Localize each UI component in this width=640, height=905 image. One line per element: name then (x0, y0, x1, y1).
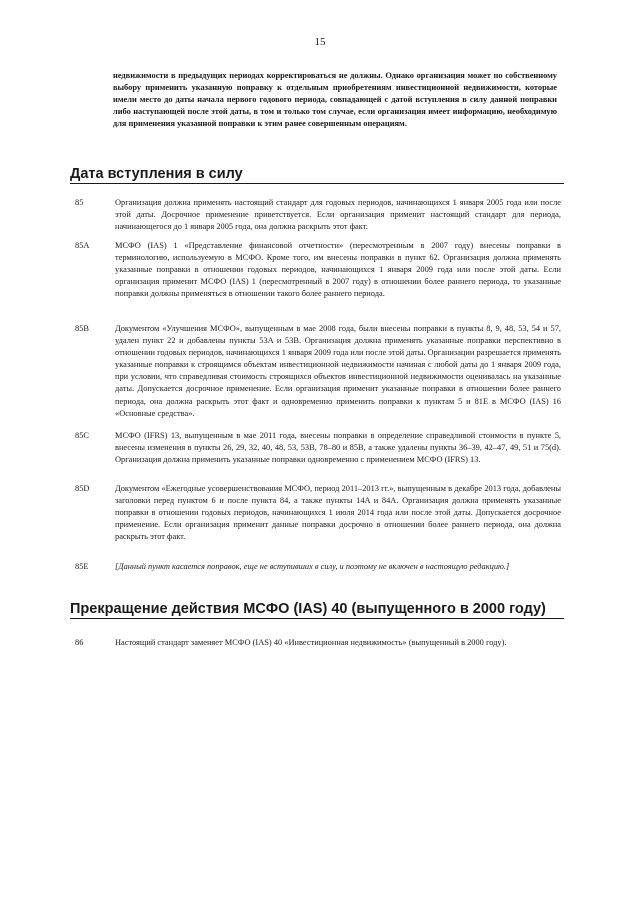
paragraph-text: МСФО (IFRS) 13, выпущенным в мае 2011 года, внесены поправки в определение справедливой стоимости в пункте 5, внесены изменения в пункты 26, 29, 32, 40, 48, 53, 53B, 78–80 и 85B, а также удалены пункты 36–39, 42–47, 49, 51 и 75(d). Организация должна применить указанные поправки одновременно с применением МСФО (IFRS) 13. (115, 431, 561, 465)
paragraph-text: Настоящий стандарт заменяет МСФО (IAS) 40 «Инвестиционная недвижимость» (выпущенный в 2000 году). (115, 638, 507, 647)
paragraph-text: Организация должна применять настоящий стандарт для годовых периодов, начинающихся 1 января 2005 года или после этой даты. Досрочное применение приветствуется. Если организация применит настоящий стандарт для периода, начинающегося до 1 января 2005 года, она должна раскрыть этот факт. (115, 198, 561, 232)
section-heading-withdrawal: Прекращение действия МСФО (IAS) 40 (выпущенного в 2000 году) (70, 601, 564, 619)
paragraph-85e (75, 561, 561, 573)
paragraph-85c (75, 430, 561, 466)
paragraph-85 (75, 197, 561, 233)
paragraph-number: 85A (75, 241, 90, 250)
section-heading-effective-date: Дата вступления в силу (70, 166, 564, 184)
paragraph-number: 85E (75, 562, 89, 571)
paragraph-number: 85D (75, 484, 90, 493)
paragraph-86 (75, 637, 561, 649)
paragraph-text: Документом «Улучшения МСФО», выпущенным в мае 2008 года, были внесены поправки в пункты 8, 9, 48, 53, 54 и 57, удален пункт 22 и добавлены пункты 53A и 53B. Организация должна применять указанные поправки перспективно в отношении годовых периодов, начинающихся 1 января 2009 года или после этой даты. Организации разрешается применять указанные поправки к строящимся объектам инвестиционной недвижимости начиная с любой даты до 1 января 2009 года, при условии, что справедливая стоимость строящихся объектов инвестиционной недвижимости оценивалась на указанные даты. Допускается досрочное применение. Если организация применит указанные поправки в отношении более раннего периода, она должна раскрыть этот факт и одновременно применить поправки к пунктам 5 и 81E в МСФО (IAS) 16 «Основные средства». (115, 324, 561, 418)
paragraph-number: 85 (75, 198, 84, 207)
paragraph-text: [Данный пункт касается поправок, еще не вступивших в силу, и поэтому не включен в настоящую редакцию.] (115, 562, 510, 571)
paragraph-text: МСФО (IAS) 1 «Представление финансовой отчетности» (пересмотренным в 2007 году) внесены поправки в терминологию, используемую в МСФО. Кроме того, им внесены поправки в пункт 62. Организация должна применять указанные поправки в отношении годовых периодов, начинающихся 1 января 2009 года или после этой даты. Если организация применит МСФО (IAS) 1 (пересмотренный в 2007 году) в отношении более раннего периода, то указанные поправки должны применяться в отношении такого более раннего периода. (115, 241, 561, 299)
paragraph-number: 85C (75, 431, 89, 440)
page-number: 15 (314, 36, 326, 48)
paragraph-85b (75, 323, 561, 420)
paragraph-85a (75, 240, 561, 300)
paragraph-text: Документом «Ежегодные усовершенствования МСФО, период 2011–2013 гг.», выпущенным в декабре 2013 года, добавлены заголовки перед пунктом 6 и после пункта 84, а также пункты 14A и 84A. Организация должна применять указанные поправки в отношении годовых периодов, начинающихся 1 июля 2014 года или после этой даты. Допускается досрочное применение. Если организация применит данные поправки досрочно в отношении более раннего периода, она должна раскрыть этот факт. (115, 484, 561, 542)
intro-paragraph: недвижимости в предыдущих периодах корректироваться не должны. Однако организация может по собственному выбору применить указанную поправку к отдельным приобретениям инвестиционной недвижимости, которые имели место до даты начала первого годового периода, совпадающей с датой вступления в силу данной поправки либо наступающей после этой даты, в том и только том случае, если организация имеет информацию, необходимую для применения указанной поправки к этим ранее совершенным операциям. (113, 71, 557, 129)
paragraph-85d (75, 483, 561, 543)
paragraph-number: 85B (75, 324, 89, 333)
paragraph-number: 86 (75, 638, 84, 647)
